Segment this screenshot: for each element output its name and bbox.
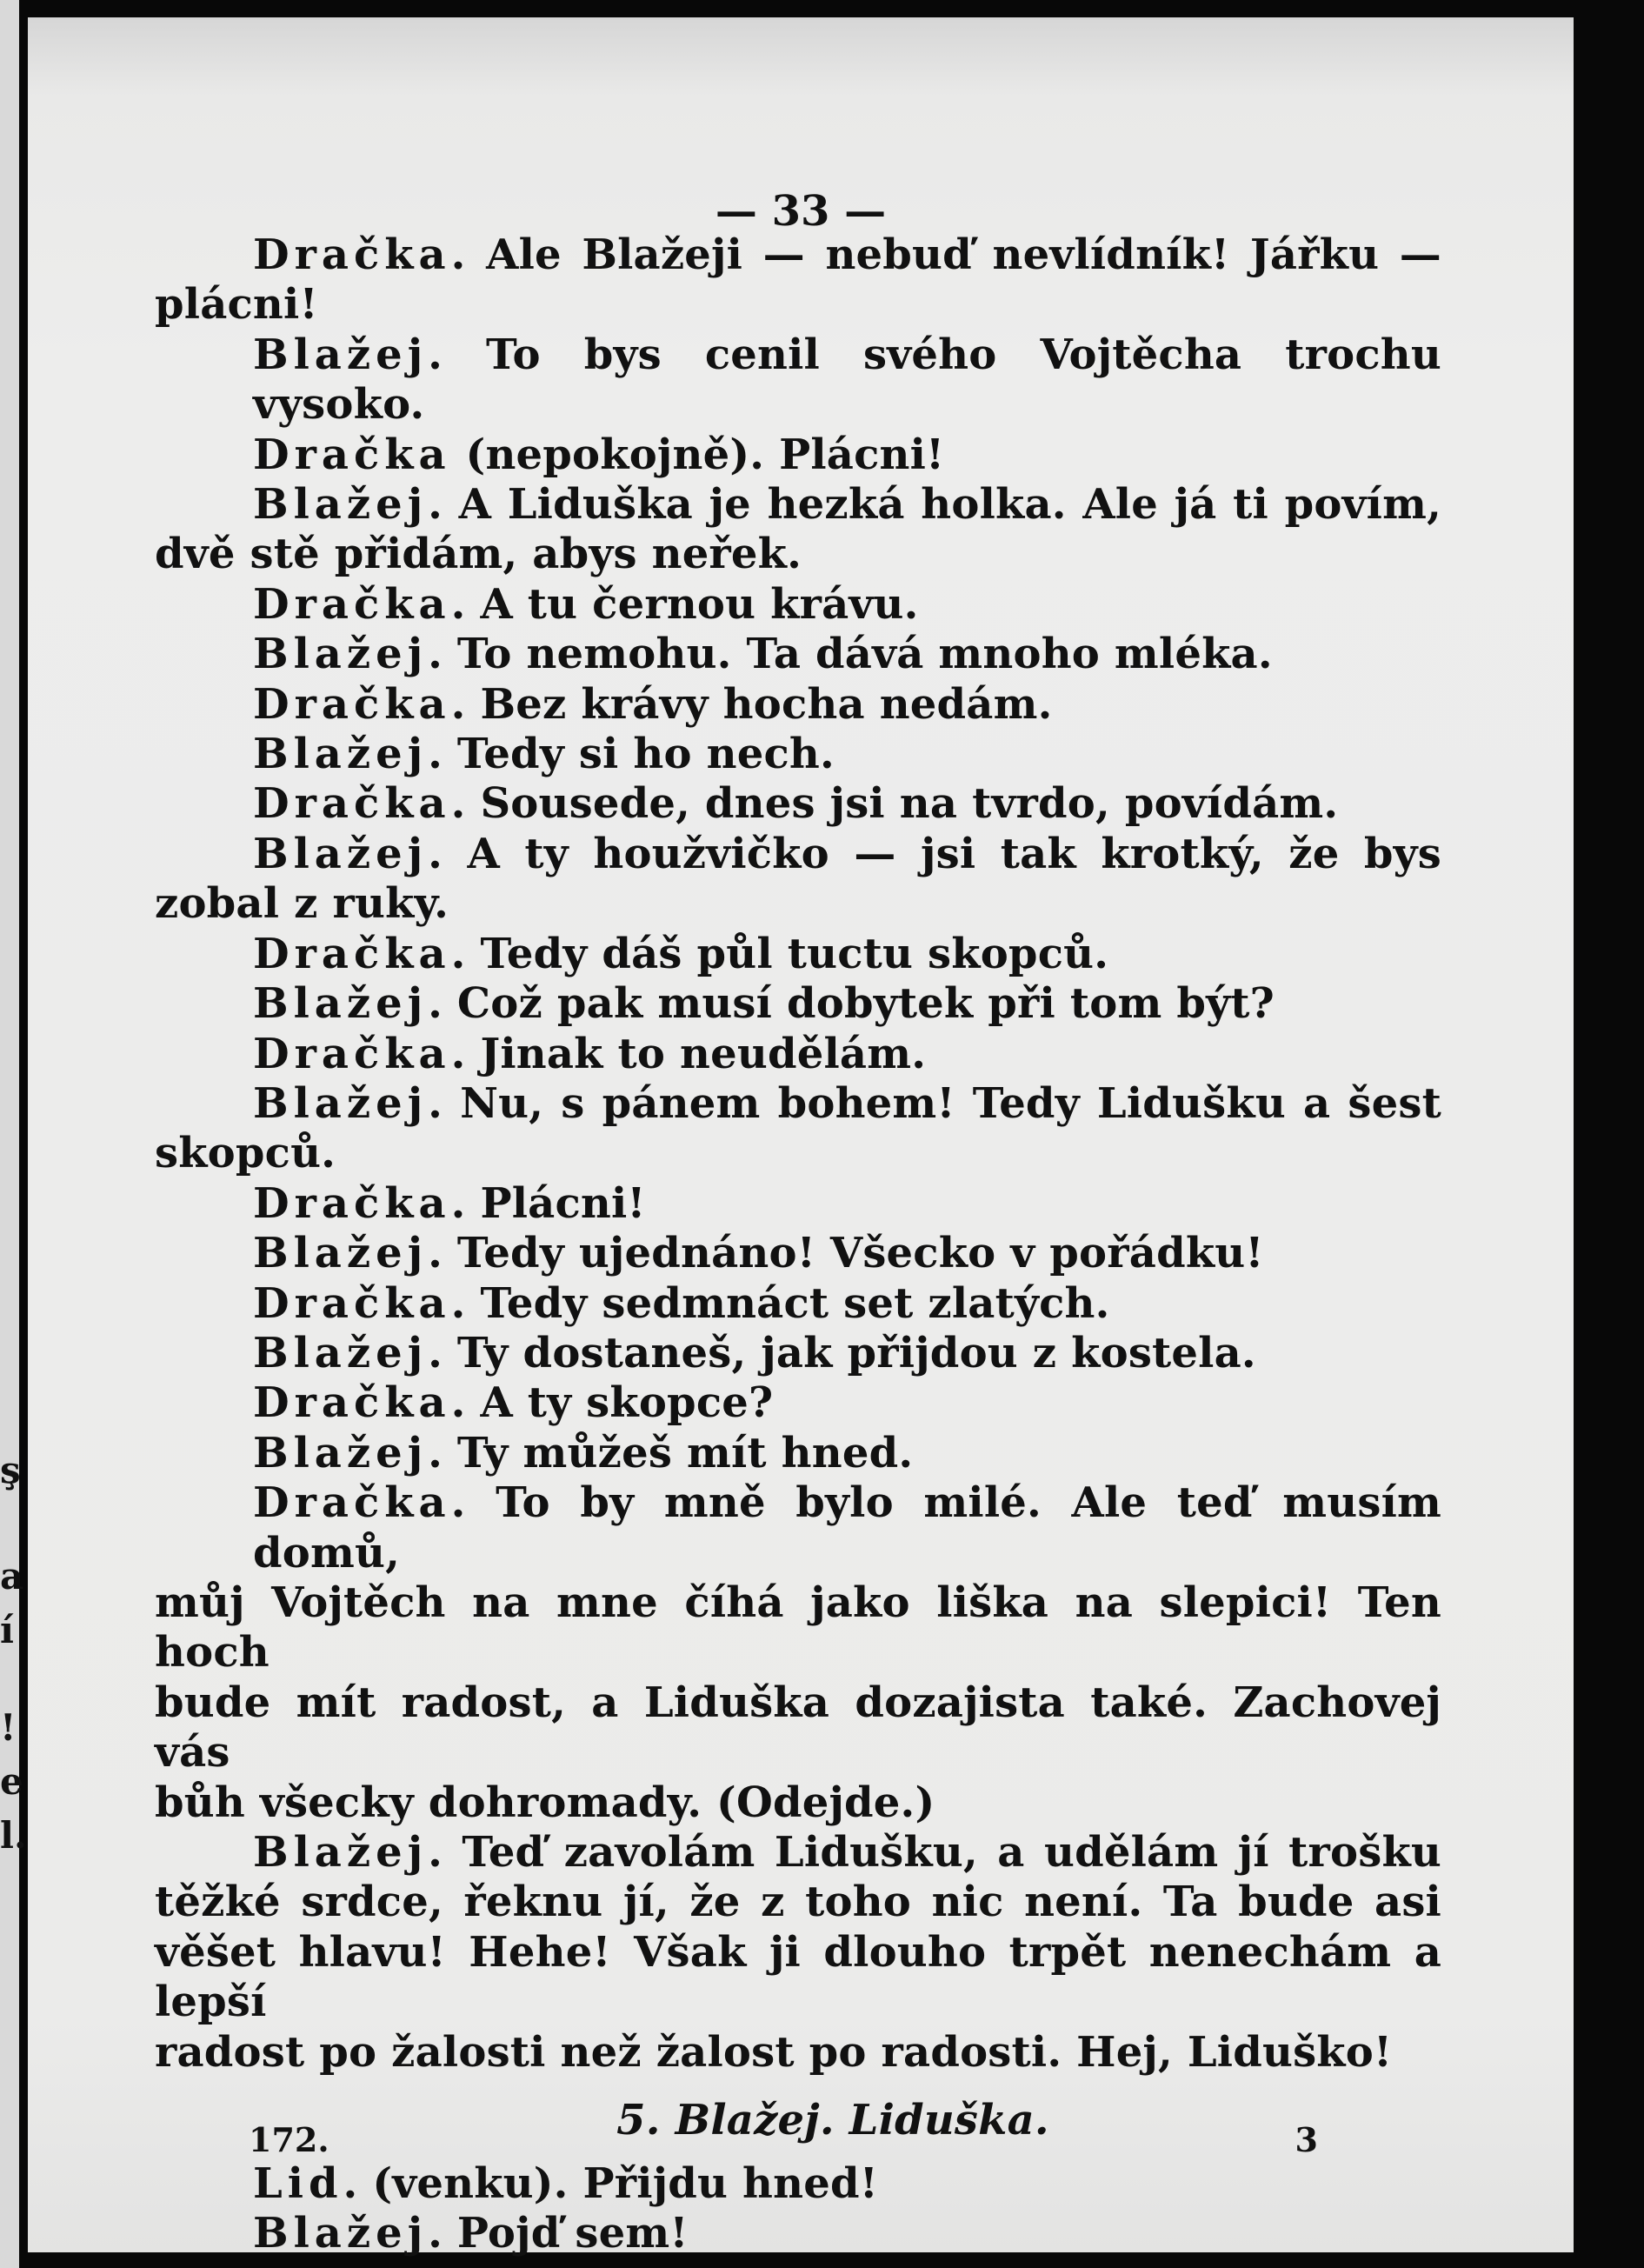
speaker-name: Blažej <box>253 1229 429 1278</box>
speaker-name: Dračka <box>253 1178 451 1228</box>
speaker-name: Blažej <box>253 829 429 878</box>
speaker-name: Dračka <box>253 1278 451 1328</box>
prev-mark: e <box>0 1760 23 1803</box>
dialogue-line: Blažej. To bys cenil svého Vojtěcha trochu vysoko. <box>253 330 1441 430</box>
signature-number: 172. <box>249 2120 329 2159</box>
signature-mark: 3 <box>1295 2120 1318 2159</box>
dialogue-line: Blažej. To nemohu. Ta dává mnoho mléka. <box>253 630 1273 679</box>
speaker-name: Dračka <box>253 1029 451 1078</box>
previous-page-marks <box>0 1444 27 1863</box>
speaker-name: Blažej <box>253 1428 429 1478</box>
speaker-name: Blažej <box>253 1328 429 1377</box>
previous-page-edge <box>0 0 27 2268</box>
scene-heading: 5. Blažej. Liduška. <box>616 2096 1049 2145</box>
prev-mark: l. <box>0 1814 27 1857</box>
dialogue-line: Blažej. Teď zavolám Lidušku, a udělám jí trošku <box>253 1828 1441 1877</box>
prev-mark: ş <box>0 1449 21 1491</box>
dialogue-line: skopců. <box>155 1129 336 1178</box>
dialogue-line: Dračka. Tedy sedmnáct set zlatých. <box>253 1278 1110 1328</box>
dialogue-line: Dračka. Jinak to neudělám. <box>253 1029 927 1078</box>
dialogue-line: Dračka. Tedy dáš půl tuctu skopců. <box>253 929 1109 978</box>
dialogue-line: věšet hlavu! Hehe! Však ji dlouho trpět nenechám a lepší <box>155 1927 1441 2027</box>
dialogue-line: Blažej. Tedy si ho nech. <box>253 730 835 779</box>
speaker-name: Blažej <box>253 2209 429 2258</box>
speaker-name: Dračka <box>253 579 451 629</box>
dialogue-line: Dračka. Bez krávy hocha nedám. <box>253 679 1053 729</box>
dialogue-line: bude mít radost, a Liduška dozajista také. Zachovej vás <box>155 1678 1441 1778</box>
page-number: — 33 — <box>715 187 887 236</box>
dialogue-line: Blažej. Tedy ujednáno! Všecko v pořádku! <box>253 1229 1264 1278</box>
dialogue-line: Blažej. A ty houžvičko — jsi tak krotký, že bys <box>253 829 1441 878</box>
dialogue-line: radost po žalosti než žalost po radosti. Hej, Liduško! <box>155 2027 1393 2077</box>
dialogue-line: bůh všecky dohromady. (Odejde.) <box>155 1778 935 1827</box>
dialogue-line: Blažej. Ty můžeš mít hned. <box>253 1428 914 1478</box>
book-page <box>28 17 1574 2258</box>
dialogue-line: Dračka. Ale Blažeji — nebuď nevlídník! Jářku — <box>253 230 1441 279</box>
dialogue-line: Dračka. A ty skopce? <box>253 1378 774 1428</box>
speaker-name: Lid <box>253 2159 343 2209</box>
prev-mark: í <box>0 1609 14 1651</box>
speaker-name: Dračka <box>253 430 451 479</box>
speaker-name: Blažej <box>253 730 429 779</box>
dialogue-text <box>155 181 1441 2259</box>
speaker-name: Blažej <box>253 330 429 379</box>
dialogue-line: zobal z ruky. <box>155 879 449 929</box>
dialogue-line: můj Vojtěch na mne číhá jako liška na slepici! Ten hoch <box>155 1578 1441 1678</box>
dialogue-line: Lid. (venku). Přijdu hned! <box>253 2159 879 2209</box>
prev-mark: a <box>0 1555 24 1598</box>
dialogue-line: Dračka. A tu černou krávu. <box>253 579 919 629</box>
speaker-name: Dračka <box>253 679 451 729</box>
speaker-name: Dračka <box>253 929 451 978</box>
dialogue-line: dvě stě přidám, abys neřek. <box>155 530 802 579</box>
prev-mark: ! <box>0 1706 17 1749</box>
dialogue-line: Dračka. Plácni! <box>253 1178 646 1228</box>
speaker-name: Blažej <box>253 1828 429 1877</box>
speaker-name: Dračka <box>253 230 451 279</box>
speaker-name: Dračka <box>253 1378 451 1428</box>
dialogue-line: Dračka. Sousede, dnes jsi na tvrdo, povídám. <box>253 779 1339 829</box>
speaker-name: Dračka <box>253 1478 451 1528</box>
dialogue-line: Blažej. Což pak musí dobytek při tom být? <box>253 979 1275 1029</box>
speaker-name: Blažej <box>253 979 429 1029</box>
dialogue-line: plácni! <box>155 280 318 330</box>
dialogue-line: Blažej. Ty dostaneš, jak přijdou z kostela. <box>253 1328 1256 1377</box>
dialogue-line: Blažej. Nu, s pánem bohem! Tedy Lidušku a šest <box>253 1078 1441 1128</box>
speaker-name: Blažej <box>253 630 429 679</box>
dialogue-line: těžké srdce, řeknu jí, že z toho nic není. Ta bude asi <box>155 1878 1441 1927</box>
speaker-name: Blažej <box>253 1078 429 1128</box>
speaker-name: Blažej <box>253 480 429 530</box>
dialogue-line: Blažej. A Liduška je hezká holka. Ale já ti povím, <box>253 480 1441 530</box>
dialogue-line: Dračka (nepokojně). Plácni! <box>253 430 945 479</box>
speaker-name: Dračka <box>253 779 451 829</box>
dialogue-line: Blažej. Pojď sem! <box>253 2209 689 2258</box>
dialogue-line: Dračka. To by mně bylo milé. Ale teď musím domů, <box>253 1478 1441 1578</box>
